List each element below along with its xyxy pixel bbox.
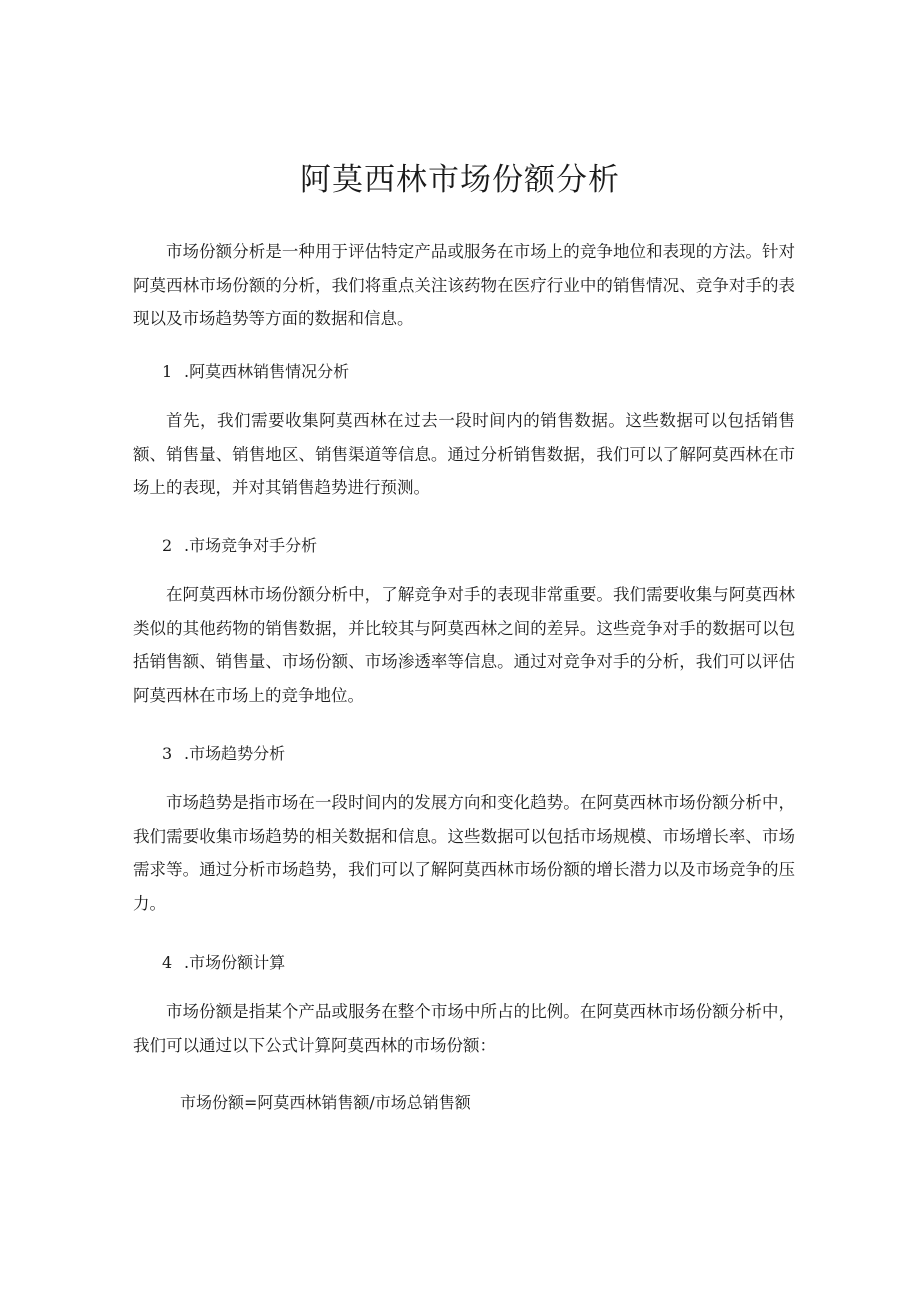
document-title: 阿莫西林市场份额分析 (300, 162, 620, 198)
section-1-title: .阿莫西林销售情况分析 (184, 362, 350, 381)
section-2-title: .市场竞争对手分析 (184, 536, 318, 555)
section-4-body: 市场份额是指某个产品或服务在整个市场中所占的比例。在阿莫西林市场份额分析中，我们可以通过以下公式计算阿莫西林的市场份额： (133, 1002, 795, 1055)
section-1-body: 首先，我们需要收集阿莫西林在过去一段时间内的销售数据。这些数据可以包括销售额、销售量、销售地区、销售渠道等信息。通过分析销售数据，我们可以了解阿莫西林在市场上的表现，并对其销售趋势进行预测。 (133, 411, 795, 497)
section-1-number: 1 (162, 362, 173, 381)
section-3-heading (162, 739, 285, 769)
section-1-heading (162, 357, 349, 387)
formula-line: 市场份额=阿莫西林销售额/市场总销售额 (180, 1093, 471, 1112)
section-4-number: 4 (162, 953, 173, 972)
section-2-body: 在阿莫西林市场份额分析中，了解竞争对手的表现非常重要。我们需要收集与阿莫西林类似的其他药物的销售数据，并比较其与阿莫西林之间的差异。这些竞争对手的数据可以包括销售额、销售量、市场份额、市场渗透率等信息。通过对竞争对手的分析，我们可以评估阿莫西林在市场上的竞争地位。 (133, 585, 795, 705)
section-3-number: 3 (162, 744, 173, 763)
section-4-title: .市场份额计算 (184, 953, 286, 972)
section-2-number: 2 (162, 536, 173, 555)
section-3-title: .市场趋势分析 (184, 744, 286, 763)
section-2-heading (162, 531, 317, 561)
intro-paragraph: 市场份额分析是一种用于评估特定产品或服务在市场上的竞争地位和表现的方法。针对阿莫西林市场份额的分析，我们将重点关注该药物在医疗行业中的销售情况、竞争对手的表现以及市场趋势等方面的数据和信息。 (133, 242, 795, 328)
section-4-heading (162, 948, 285, 978)
section-3-body: 市场趋势是指市场在一段时间内的发展方向和变化趋势。在阿莫西林市场份额分析中，我们需要收集市场趋势的相关数据和信息。这些数据可以包括市场规模、市场增长率、市场需求等。通过分析市场趋势，我们可以了解阿莫西林市场份额的增长潜力以及市场竞争的压力。 (133, 793, 795, 913)
